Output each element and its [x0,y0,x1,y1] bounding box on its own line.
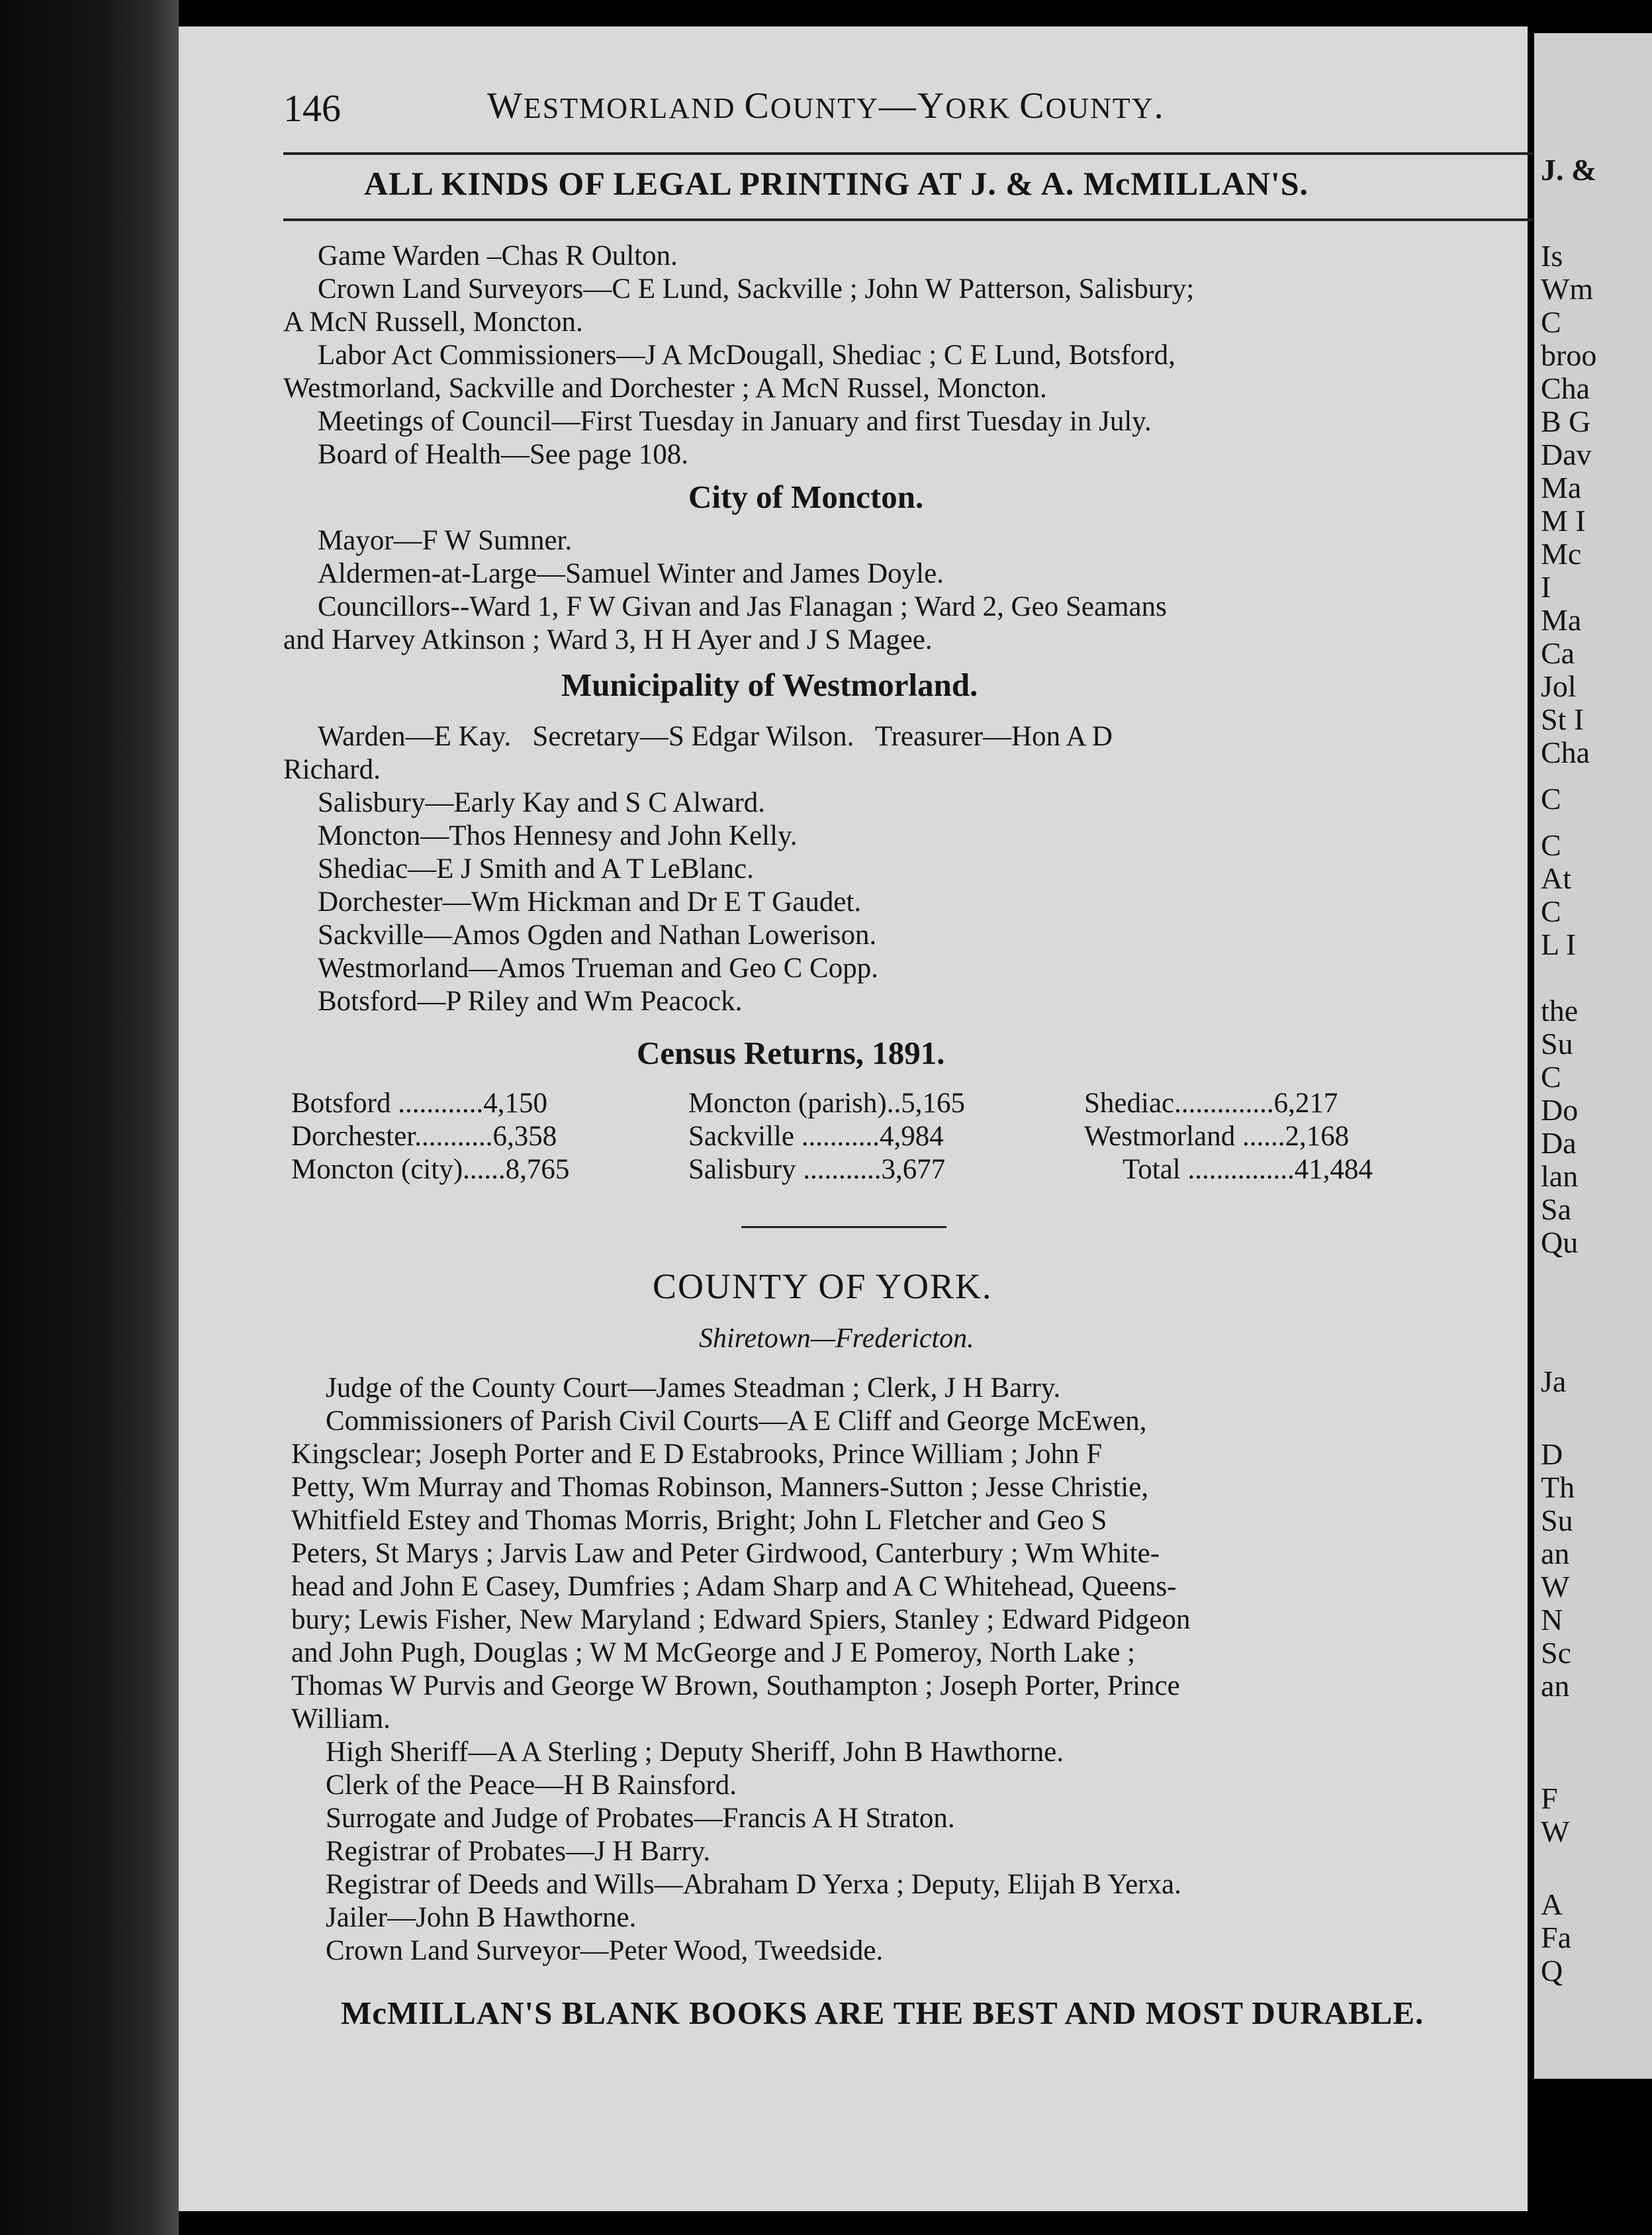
text-line: Westmorland—Amos Trueman and Geo C Copp. [318,953,878,984]
facing-page-edge [1534,33,1652,2079]
facing-page-text: Wm [1541,272,1594,306]
facing-page-text: C [1541,305,1561,339]
running-title-part: . [1154,85,1165,126]
census-label: Moncton (city)...... [291,1154,506,1185]
facing-page-text: Th [1541,1470,1575,1504]
text-line: Westmorland, Sackville and Dorchester ; A McN Russel, Moncton. [283,373,1047,404]
running-title-part: OUNTY [770,92,879,124]
text-line: Commissioners of Parish Civil Courts—A E Cliff and George McEwen, [326,1405,1147,1437]
facing-page-text: Mc [1541,537,1582,571]
facing-page-text: C [1541,782,1561,816]
text-line: Petty, Wm Murray and Thomas Robinson, Manners-Sutton ; Jesse Christie, [291,1472,1149,1503]
facing-page-text: C [1541,828,1561,862]
running-title-part: — [878,85,917,126]
census-value: 6,217 [1273,1088,1338,1119]
facing-page-text: Q [1541,1954,1563,1987]
text-line: High Sheriff—A A Sterling ; Deputy Sheriff, John B Hawthorne. [326,1736,1064,1768]
census-entry [688,1153,945,1186]
running-title-part: C [744,85,770,126]
facing-page-text: I [1541,570,1551,604]
facing-page-text: B G [1541,404,1591,438]
section-heading-census: Census Returns, 1891. [637,1035,945,1071]
section-heading-westmorland: Municipality of Westmorland. [561,667,978,703]
census-label: Salisbury ........... [688,1154,882,1185]
text-line: Peters, St Marys ; Jarvis Law and Peter Girdwood, Canterbury ; Wm White- [291,1538,1160,1569]
facing-page-text: L I [1541,927,1577,961]
facing-page-text: N [1541,1603,1563,1637]
text-line: Mayor—F W Sumner. [318,525,573,556]
text-line: Surrogate and Judge of Probates—Francis A H Straton. [326,1803,955,1834]
census-value: 4,984 [880,1121,944,1152]
text-line: Botsford—P Riley and Wm Peacock. [318,986,743,1017]
census-value: 41,484 [1294,1154,1373,1185]
text-line: Kingsclear; Joseph Porter and E D Estabrooks, Prince William ; John F [291,1439,1103,1470]
facing-page-text: W [1541,1570,1570,1603]
census-entry [688,1087,965,1119]
census-label: Total ............... [1123,1154,1295,1185]
text-line: Thomas W Purvis and George W Brown, Southampton ; Joseph Porter, Prince [291,1670,1180,1701]
book-page [179,26,1528,2211]
census-entry [1123,1153,1373,1186]
facing-page-text: Ja [1541,1364,1567,1398]
text-line: Labor Act Commissioners—J A McDougall, Shediac ; C E Lund, Botsford, [318,340,1175,371]
text-line: Crown Land Surveyor—Peter Wood, Tweedside. [326,1935,884,1966]
text-line: Richard. [283,754,381,785]
census-value: 2,168 [1285,1121,1350,1152]
footer-banner: McMILLAN'S BLANK BOOKS ARE THE BEST AND MOST DURABLE. [341,1995,1424,2031]
running-title-part: ESTMORLAND [523,92,745,124]
facing-page-text: Ca [1541,636,1575,670]
census-value: 5,165 [901,1088,965,1119]
facing-page-text: Dav [1541,438,1592,471]
facing-page-text: an [1541,1537,1570,1570]
facing-page-text: Cha [1541,371,1590,405]
facing-page-text: Fa [1541,1921,1571,1954]
text-line: Whitfield Estey and Thomas Morris, Bright; John L Fletcher and Geo S [291,1505,1107,1536]
text-line: Crown Land Surveyors—C E Lund, Sackville ; John W Patterson, Salisbury; [318,273,1195,305]
text-line: Registrar of Deeds and Wills—Abraham D Yerxa ; Deputy, Elijah B Yerxa. [326,1869,1181,1900]
text-line: Judge of the County Court—James Steadman ; Clerk, J H Barry. [326,1372,1061,1403]
page-number: 146 [283,87,341,130]
text-line: Clerk of the Peace—H B Rainsford. [326,1770,737,1801]
text-line: and John Pugh, Douglas ; W M McGeorge and J E Pomeroy, North Lake ; [291,1637,1136,1668]
facing-page-text: J. & [1541,153,1597,187]
text-line: Warden—E Kay. Secretary—S Edgar Wilson. Treasurer—Hon A D [318,721,1113,752]
text-line: A McN Russell, Moncton. [283,307,583,338]
text-line: Councillors--Ward 1, F W Givan and Jas Flanagan ; Ward 2, Geo Seamans [318,591,1167,622]
facing-page-text: At [1541,861,1571,895]
header-rule [283,152,1533,155]
census-entry [1084,1120,1349,1153]
section-divider [741,1226,946,1228]
text-line: and Harvey Atkinson ; Ward 3, H H Ayer and J S Magee. [283,624,933,655]
text-line: Game Warden –Chas R Oulton. [318,240,678,271]
census-label: Westmorland ...... [1084,1121,1285,1152]
running-title-part: OUNTY [1045,92,1154,124]
text-line: Dorchester—Wm Hickman and Dr E T Gaudet. [318,886,862,918]
section-heading-york: COUNTY OF YORK. [653,1266,993,1306]
facing-page-text: D [1541,1437,1563,1471]
facing-page-text: C [1541,894,1561,928]
facing-page-text: C [1541,1060,1561,1094]
text-line: Moncton—Thos Hennesy and John Kelly. [318,820,798,851]
facing-page-text: Do [1541,1093,1579,1127]
facing-page-text: Cha [1541,736,1590,769]
census-value: 8,765 [505,1154,570,1185]
text-line: Salisbury—Early Kay and S C Alward. [318,787,765,818]
section-heading-moncton: City of Moncton. [688,479,924,515]
facing-page-text: Jol [1541,669,1577,703]
banner-rule [283,218,1533,221]
text-line: Sackville—Amos Ogden and Nathan Lowerison. [318,920,877,951]
facing-page-text: an [1541,1669,1570,1703]
running-title-part: W [487,85,524,126]
text-line: Board of Health—See page 108. [318,439,689,470]
facing-page-text: Is [1541,239,1563,273]
facing-page-text: lan [1541,1159,1579,1193]
running-title-part: ORK [945,92,1020,124]
facing-page-text: St I [1541,702,1584,736]
facing-page-text: Su [1541,1027,1573,1061]
census-label: Botsford ............ [291,1088,484,1119]
facing-page-text: the [1541,994,1579,1027]
shiretown-line: Shiretown—Fredericton. [699,1323,974,1354]
census-value: 4,150 [483,1088,547,1119]
census-entry [1084,1087,1338,1119]
facing-page-text: Da [1541,1126,1577,1160]
facing-page-text: F [1541,1782,1558,1815]
census-label: Shediac.............. [1084,1088,1274,1119]
census-label: Sackville ........... [688,1121,880,1152]
text-line: Meetings of Council—First Tuesday in January and first Tuesday in July. [318,406,1152,437]
running-title [487,85,1165,127]
text-line: Aldermen-at-Large—Samuel Winter and James Doyle. [318,558,944,589]
top-banner: ALL KINDS OF LEGAL PRINTING AT J. & A. McMILLAN'S. [364,165,1309,202]
book-spine [0,0,179,2235]
facing-page-text: A [1541,1887,1563,1921]
facing-page-text: Ma [1541,471,1582,504]
text-line: Jailer—John B Hawthorne. [326,1902,637,1933]
text-line: Shediac—E J Smith and A T LeBlanc. [318,853,754,884]
census-label: Dorchester........... [291,1121,493,1152]
facing-page-text: Sa [1541,1192,1571,1226]
running-title-part: Y [917,85,946,126]
text-line: head and John E Casey, Dumfries ; Adam Sharp and A C Whitehead, Queens- [291,1571,1177,1602]
census-value: 6,358 [492,1121,557,1152]
facing-page-text: Su [1541,1503,1573,1537]
facing-page-text: W [1541,1815,1570,1848]
facing-page-text: broo [1541,338,1597,372]
facing-page-text: Ma [1541,603,1582,637]
facing-page-text: Sc [1541,1636,1571,1670]
running-title-part: C [1019,85,1046,126]
census-label: Moncton (parish).. [688,1088,901,1119]
text-line: William. [291,1703,390,1735]
census-entry [291,1120,557,1153]
census-value: 3,677 [881,1154,946,1185]
census-entry [688,1120,944,1153]
census-entry [291,1153,569,1186]
facing-page-text: Qu [1541,1225,1579,1259]
text-line: bury; Lewis Fisher, New Maryland ; Edward Spiers, Stanley ; Edward Pidgeon [291,1604,1191,1635]
facing-page-text: M I [1541,504,1586,538]
census-entry [291,1087,547,1119]
text-line: Registrar of Probates—J H Barry. [326,1836,711,1867]
